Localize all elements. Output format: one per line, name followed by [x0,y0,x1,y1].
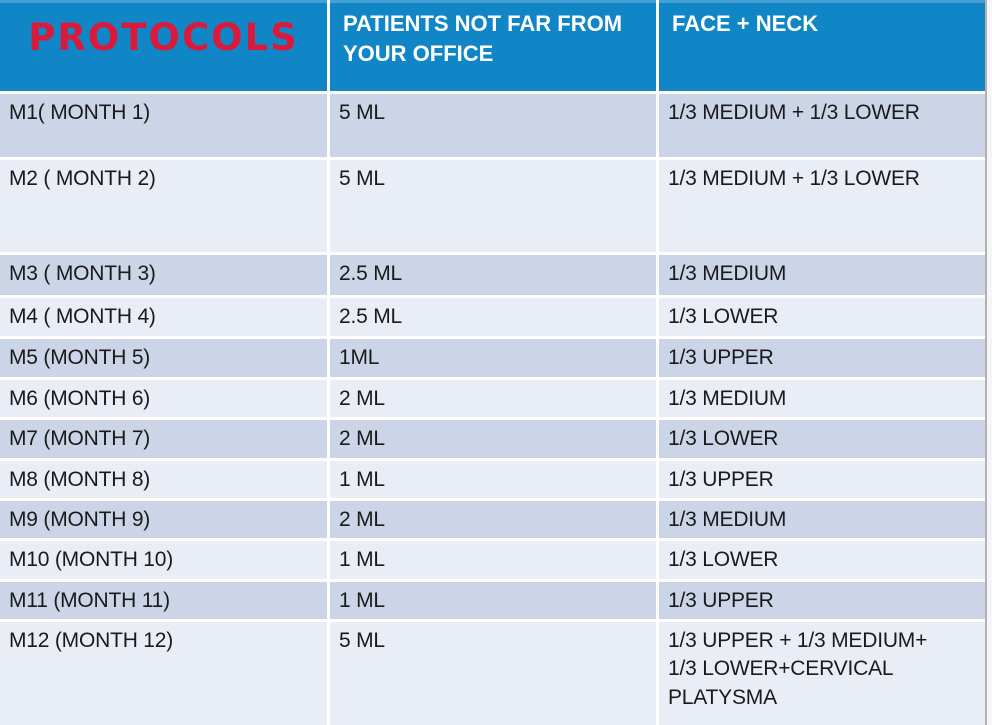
cell-protocol-m11: M11 (MONTH 11) [0,582,327,619]
cell-area-m7: 1/3 LOWER [659,420,985,458]
cell-protocol-m7: M7 (MONTH 7) [0,420,327,458]
header-cell-protocols [0,0,327,91]
cell-area-m1: 1/3 MEDIUM + 1/3 LOWER [659,94,985,157]
cell-protocol-m9: M9 (MONTH 9) [0,501,327,538]
cell-area-m2: 1/3 MEDIUM + 1/3 LOWER [659,160,985,252]
cell-area-m4: 1/3 LOWER [659,298,985,336]
cell-area-m11: 1/3 UPPER [659,582,985,619]
cell-protocol-m10: M10 (MONTH 10) [0,541,327,579]
cell-protocol-m6: M6 (MONTH 6) [0,380,327,417]
cell-protocol-m12: M12 (MONTH 12) [0,622,327,725]
cell-volume-m1: 5 ML [330,94,656,157]
header-cell-face-neck: FACE + NECK [659,0,985,91]
cell-protocol-m5: M5 (MONTH 5) [0,339,327,377]
cell-protocol-m4: M4 ( MONTH 4) [0,298,327,336]
cell-area-m12: 1/3 UPPER + 1/3 MEDIUM+ 1/3 LOWER+CERVICAL PLATYSMA [659,622,985,725]
cell-volume-m2: 5 ML [330,160,656,252]
cell-volume-m9: 2 ML [330,501,656,538]
cell-protocol-m3: M3 ( MONTH 3) [0,255,327,295]
cell-area-m6: 1/3 MEDIUM [659,380,985,417]
cell-volume-m8: 1 ML [330,461,656,498]
cell-area-m10: 1/3 LOWER [659,541,985,579]
cell-area-m3: 1/3 MEDIUM [659,255,985,295]
cell-volume-m6: 2 ML [330,380,656,417]
cell-volume-m4: 2.5 ML [330,298,656,336]
cell-protocol-m2: M2 ( MONTH 2) [0,160,327,252]
header-cell-patients: PATIENTS NOT FAR FROM YOUR OFFICE [330,0,656,91]
cell-volume-m7: 2 ML [330,420,656,458]
cell-volume-m3: 2.5 ML [330,255,656,295]
cell-protocol-m1: M1( MONTH 1) [0,94,327,157]
cell-volume-m12: 5 ML [330,622,656,725]
cell-area-m5: 1/3 UPPER [659,339,985,377]
cell-volume-m11: 1 ML [330,582,656,619]
slide-edge-line [985,0,987,725]
cell-protocol-m8: M8 (MONTH 8) [0,461,327,498]
cell-volume-m10: 1 ML [330,541,656,579]
cell-area-m8: 1/3 UPPER [659,461,985,498]
cell-volume-m5: 1ML [330,339,656,377]
cell-area-m9: 1/3 MEDIUM [659,501,985,538]
table-title: PROTOCOLS [28,15,299,59]
